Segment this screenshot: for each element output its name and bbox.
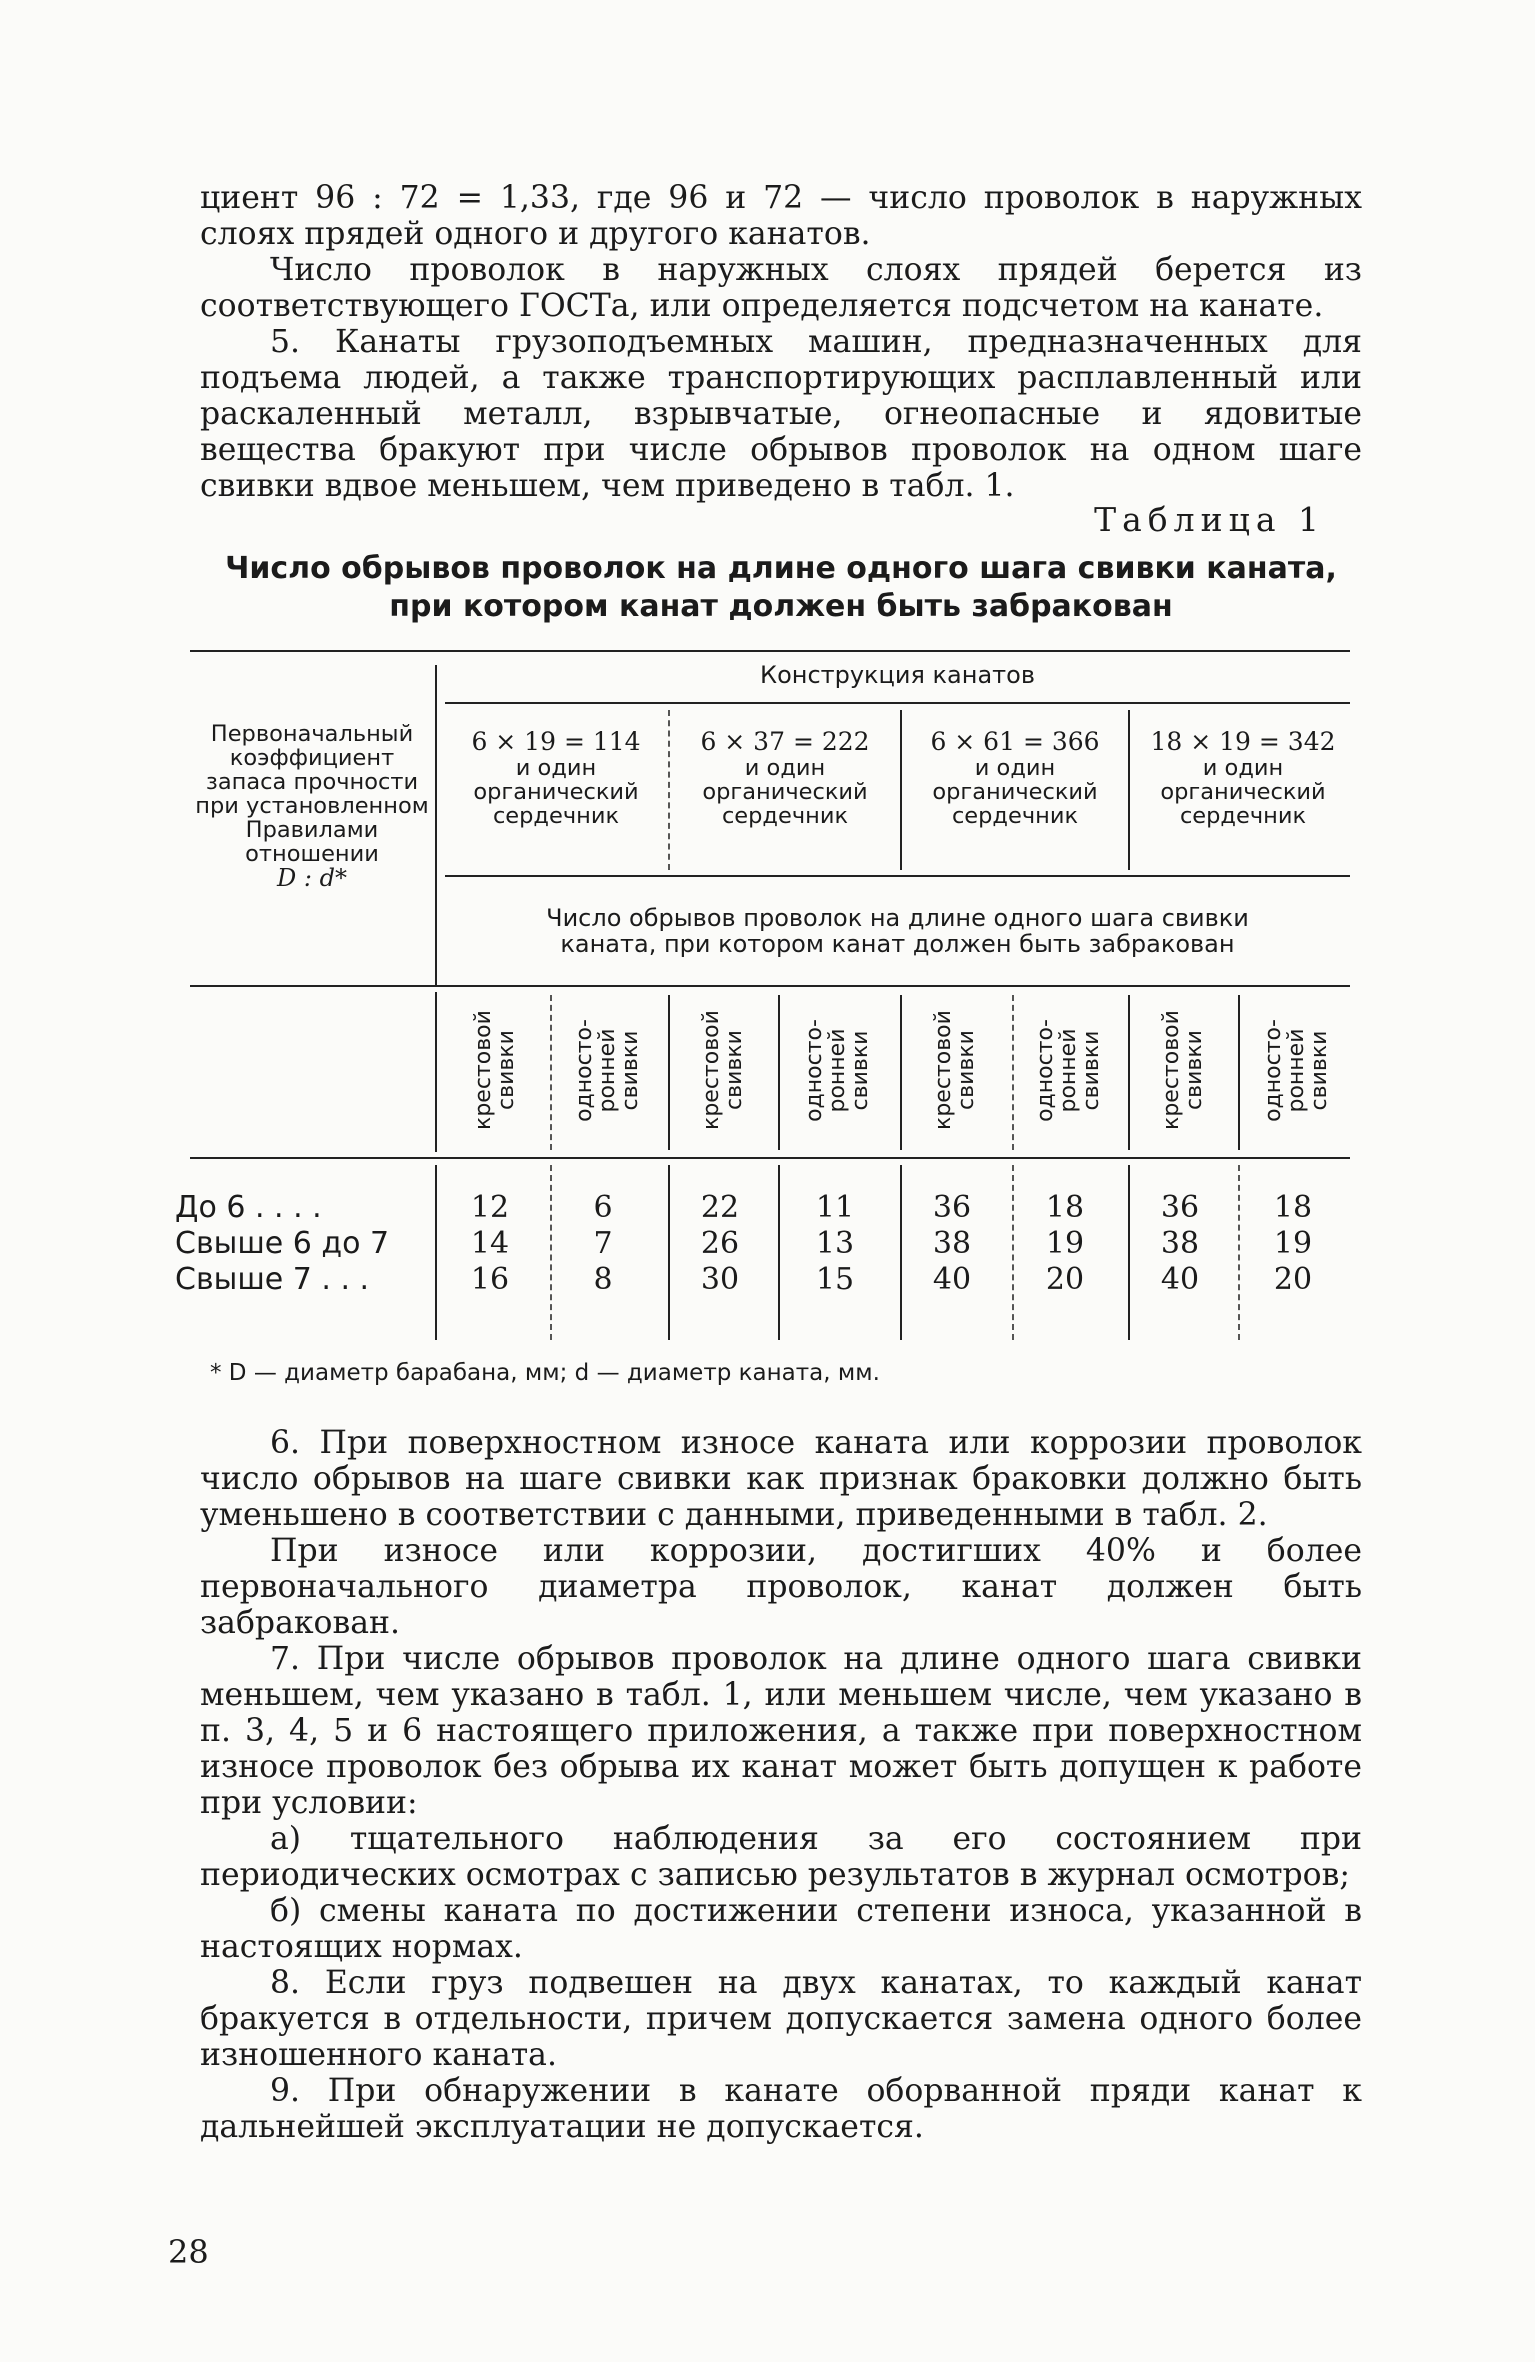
- paragraph-7a: а) тщательного наблюдения за его состоянием при периодических осмотрах с записью результатов в журнал осмотров;: [200, 1821, 1362, 1893]
- construction-6x19: [445, 727, 667, 829]
- lay-type-label: крестовой свивки: [471, 1010, 520, 1130]
- table-cell: 6: [593, 1190, 613, 1225]
- table-cell: 19: [1273, 1226, 1313, 1261]
- lay-type-lang: [1246, 1005, 1346, 1135]
- table-cell: 11: [815, 1190, 855, 1225]
- table-footnote: * D — диаметр барабана, мм; d — диаметр каната, мм.: [210, 1360, 880, 1386]
- table-cell: 19: [1045, 1226, 1085, 1261]
- construction-18x19: [1132, 727, 1354, 829]
- page-number: 28: [168, 2233, 209, 2271]
- construction-6x37: [672, 727, 898, 829]
- lay-type-label: крестовой свивки: [699, 1010, 748, 1130]
- table-cell: 36: [1160, 1190, 1200, 1225]
- table-cell: 18: [1045, 1190, 1085, 1225]
- construction-divider-2: [900, 710, 902, 870]
- table-cell: 40: [1160, 1262, 1200, 1297]
- group-header-rule: [445, 702, 1350, 704]
- table-label: Таблица 1: [1094, 500, 1325, 539]
- lay-divider-1: [550, 995, 552, 1150]
- paragraph-7: 7. При числе обрывов проволок на длине одного шага свивки меньшем, чем указано в табл. 1, или меньшем числе, чем указано в п. 3, 4, 5 и 6 настоящего приложения, а также при поверхностном износе проволок без обрыва их канат может быть допущен к работе при условии:: [200, 1641, 1362, 1821]
- breaks-header-rule: [190, 985, 1350, 987]
- lay-type-cross: [673, 1005, 773, 1135]
- lay-type-label: крестовой свивки: [931, 1010, 980, 1130]
- table-title: [200, 550, 1362, 626]
- construction-formula: 6 × 61 = 366: [930, 727, 1100, 756]
- data-divider-7: [1238, 1165, 1240, 1340]
- lay-type-cross: [905, 1005, 1005, 1135]
- lay-type-label: крестовой свивки: [1159, 1010, 1208, 1130]
- stub-header-formula: D : d*: [277, 864, 347, 892]
- table-title-line-2: при котором канат должен быть забракован: [389, 589, 1173, 624]
- table-cell: 20: [1045, 1262, 1085, 1297]
- construction-divider-3: [1128, 710, 1130, 870]
- table-cell: 12: [470, 1190, 510, 1225]
- row-label: Свыше 6 до 7: [175, 1226, 390, 1261]
- table-cell: 36: [932, 1190, 972, 1225]
- construction-rule: [445, 875, 1350, 877]
- lay-types-rule: [190, 1157, 1350, 1159]
- breaks-header: [445, 905, 1350, 957]
- table-title-line-1: Число обрывов проволок на длине одного шага свивки каната,: [225, 551, 1337, 586]
- construction-6x61: [904, 727, 1126, 829]
- lay-type-label: односто- ронней свивки: [1260, 1018, 1332, 1122]
- table-cell: 14: [470, 1226, 510, 1261]
- stub-divider-top: [435, 665, 437, 985]
- breaks-header-line-2: каната, при котором канат должен быть забракован: [560, 930, 1235, 958]
- table-cell: 16: [470, 1262, 510, 1297]
- table-cell: 38: [932, 1226, 972, 1261]
- construction-formula: 6 × 19 = 114: [471, 727, 641, 756]
- table-cell: 8: [593, 1262, 613, 1297]
- stub-header: [192, 722, 432, 890]
- stub-divider-bottom: [435, 1165, 437, 1340]
- construction-desc: и один органический сердечник: [1160, 755, 1326, 829]
- construction-divider-1: [668, 710, 670, 870]
- table-cell: 40: [932, 1262, 972, 1297]
- paragraph-9: 9. При обнаружении в канате оборванной пряди канат к дальнейшей эксплуатации не допускается.: [200, 2073, 1362, 2145]
- lay-type-lang: [1018, 1005, 1118, 1135]
- table-cell: 22: [700, 1190, 740, 1225]
- intro-paragraph-3: 5. Канаты грузоподъемных машин, предназначенных для подъема людей, а также транспортирующих расплавленный или раскаленный металл, взрывчатые, огнеопасные и ядовитые вещества бракуют при числе обрывов проволок на одном шаге свивки вдвое меньшем, чем приведено в табл. 1.: [200, 324, 1362, 504]
- stub-divider-mid: [435, 992, 437, 1152]
- paragraph-7b: б) смены каната по достижении степени износа, указанной в настоящих нормах.: [200, 1893, 1362, 1965]
- table-cell: 26: [700, 1226, 740, 1261]
- intro-text: [200, 180, 1362, 504]
- table-cell: 20: [1273, 1262, 1313, 1297]
- intro-paragraph-1: циент 96 : 72 = 1,33, где 96 и 72 — число проволок в наружных слоях прядей одного и другого канатов.: [200, 180, 1362, 252]
- breaks-header-line-1: Число обрывов проволок на длине одного шага свивки: [546, 904, 1249, 932]
- lay-type-lang: [557, 1005, 657, 1135]
- data-divider-3: [778, 1165, 780, 1340]
- construction-group-header: Конструкция канатов: [760, 661, 1035, 689]
- lay-divider-2: [668, 995, 670, 1150]
- table-cell: 15: [815, 1262, 855, 1297]
- table-top-rule: [190, 650, 1350, 652]
- lay-type-lang: [787, 1005, 887, 1135]
- stub-header-text: Первоначальный коэффициент запаса прочности при установленном Правилами отношении: [195, 721, 429, 867]
- lay-type-cross: [445, 1005, 545, 1135]
- table-cell: 38: [1160, 1226, 1200, 1261]
- lay-divider-4: [900, 995, 902, 1150]
- data-divider-5: [1012, 1165, 1014, 1340]
- paragraph-6: 6. При поверхностном износе каната или коррозии проволок число обрывов на шаге свивки как признак браковки должно быть уменьшено в соответствии с данными, приведенными в табл. 2.: [200, 1425, 1362, 1533]
- table-cell: 7: [593, 1226, 613, 1261]
- lay-divider-7: [1238, 995, 1240, 1150]
- lay-type-label: односто- ронней свивки: [1032, 1018, 1104, 1122]
- construction-formula: 18 × 19 = 342: [1150, 727, 1336, 756]
- lay-divider-5: [1012, 995, 1014, 1150]
- table-cell: 30: [700, 1262, 740, 1297]
- data-divider-1: [550, 1165, 552, 1340]
- body-text: [200, 1425, 1362, 2145]
- lay-divider-3: [778, 995, 780, 1150]
- lay-divider-6: [1128, 995, 1130, 1150]
- construction-formula: 6 × 37 = 222: [700, 727, 870, 756]
- lay-type-cross: [1133, 1005, 1233, 1135]
- lay-type-label: односто- ронней свивки: [801, 1018, 873, 1122]
- paragraph-6b: При износе или коррозии, достигших 40% и более первоначального диаметра проволок, канат должен быть забракован.: [200, 1533, 1362, 1641]
- intro-paragraph-2: Число проволок в наружных слоях прядей берется из соответствующего ГОСТа, или определяется подсчетом на канате.: [200, 252, 1362, 324]
- table-cell: 13: [815, 1226, 855, 1261]
- construction-desc: и один органический сердечник: [932, 755, 1098, 829]
- row-label: До 6 . . . .: [175, 1190, 322, 1225]
- table-cell: 18: [1273, 1190, 1313, 1225]
- row-label: Свыше 7 . . .: [175, 1262, 370, 1297]
- construction-desc: и один органический сердечник: [702, 755, 868, 829]
- construction-desc: и один органический сердечник: [473, 755, 639, 829]
- lay-type-label: односто- ронней свивки: [571, 1018, 643, 1122]
- paragraph-8: 8. Если груз подвешен на двух канатах, то каждый канат бракуется в отдельности, причем допускается замена одного более изношенного каната.: [200, 1965, 1362, 2073]
